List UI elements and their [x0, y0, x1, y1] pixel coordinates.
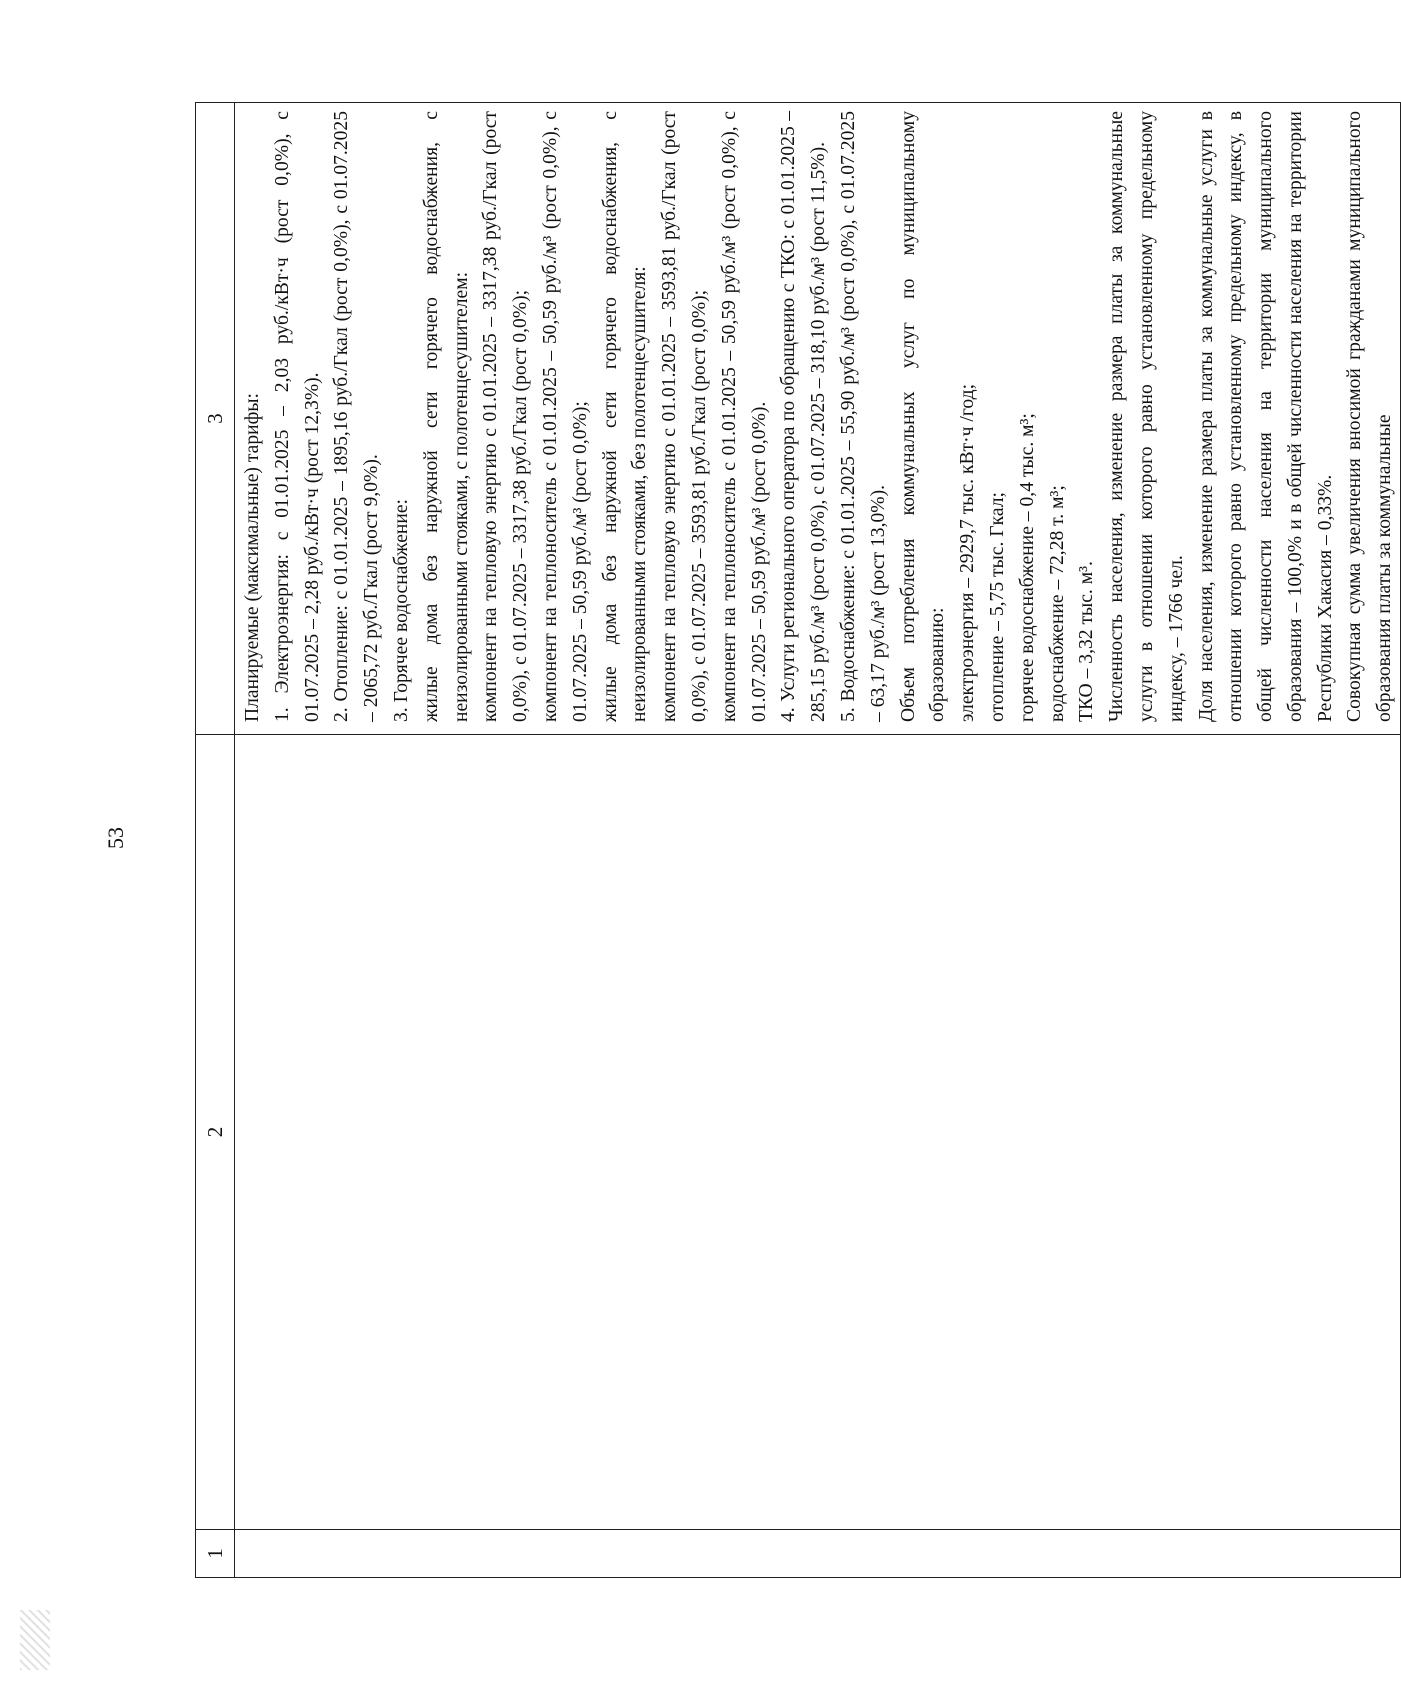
- cell-col-3: [235, 103, 1401, 735]
- text-line: 5. Водоснабжение: с 01.01.2025 – 55,90 руб./м³ (рост 0,0%), с 01.07.2025 – 63,17 руб./м³ (рост 13,0%).: [837, 111, 889, 722]
- text-line: жилые дома без наружной сети горячего водоснабжения, с неизолированными стояками, без полотенцесушителя:: [599, 111, 651, 722]
- tariff-description: [235, 103, 1400, 734]
- cell-col-2: [235, 735, 1401, 1530]
- text-line: компонент на тепловую энергию с 01.01.2025 – 3593,81 руб./Гкал (рост 0,0%), с 01.07.2025 – 3593,81 руб./Гкал (рост 0,0%);: [659, 111, 710, 722]
- text-line: горячее водоснабжение – 0,4 тыс. м³;: [1016, 413, 1038, 722]
- table-body-row: [235, 103, 1401, 1578]
- table-header-row: [196, 103, 235, 1578]
- column-header-2: 2: [196, 735, 235, 1530]
- text-line: ТКО – 3,32 тыс. м³.: [1076, 561, 1098, 722]
- text-line: компонент на теплоноситель с 01.01.2025 – 50,59 руб./м³ (рост 0,0%), с 01.07.2025 – 50,59 руб./м³ (рост 0,0%);: [539, 111, 591, 722]
- text-line: Объем потребления коммунальных услуг по муниципальному образованию:: [897, 111, 949, 722]
- text-line: 3. Горячее водоснабжение:: [390, 498, 412, 722]
- text-line: 4. Услуги регионального оператора по обращению с ТКО: с 01.01.2025 – 285,15 руб./м³ (рост 0,0%), с 01.07.2025 – 318,10 руб./м³ (рост 11,5%).: [778, 111, 830, 722]
- column-header-1: 1: [196, 1530, 235, 1578]
- text-line: компонент на тепловую энергию с 01.01.2025 – 3317,38 руб./Гкал (рост 0,0%), с 01.07.2025 – 3317,38 руб./Гкал (рост 0,0%);: [480, 111, 532, 722]
- rotated-table-container: [195, 103, 1396, 1578]
- text-line: водоснабжение – 72,28 т. м³;: [1046, 485, 1068, 722]
- tariff-table: [195, 102, 1401, 1578]
- text-line: Численность населения, изменение размера платы за коммунальные услуги в отношении которого равно установленному предельному индексу, – 1766 чел.: [1106, 111, 1187, 722]
- cell-col-1: [235, 1530, 1401, 1578]
- text-line: 1. Электроэнергия: с 01.01.2025 – 2,03 руб./кВт·ч (рост 0,0%), с 01.07.2025 – 2,28 руб./кВт·ч (рост 12,3%).: [271, 111, 323, 722]
- text-line: электроэнергия – 2929,7 тыс. кВт·ч /год;: [957, 383, 979, 722]
- scan-artifact: [20, 1610, 50, 1670]
- text-line: Планируемые (максимальные) тарифы:: [242, 393, 263, 722]
- text-line: 2. Отопление: с 01.01.2025 – 1895,16 руб./Гкал (рост 0,0%), с 01.07.2025 – 2065,72 руб./Гкал (рост 9,0%).: [331, 111, 383, 722]
- text-line: жилые дома без наружной сети горячего водоснабжения, с неизолированными стояками, с полотенцесушителем:: [420, 111, 472, 722]
- column-header-3: 3: [196, 103, 235, 735]
- text-line: отопление – 5,75 тыс. Гкал;: [986, 492, 1008, 722]
- text-line: компонент на теплоноситель с 01.01.2025 – 50,59 руб./м³ (рост 0,0%), с 01.07.2025 – 50,59 руб./м³ (рост 0,0%).: [718, 111, 770, 722]
- text-line: Доля населения, изменение размера платы за коммунальные услуги в отношении которого равно установленному предельному индексу, в общей численности населения на территории муниципального образования – 100,0% и в общей численности населения на территории Республики Хакасия – 0,33%.: [1195, 111, 1336, 722]
- text-line: Совокупная сумма увеличения вносимой гражданами муниципального образования платы за коммунальные: [1344, 111, 1396, 722]
- page-number: 53: [103, 827, 128, 849]
